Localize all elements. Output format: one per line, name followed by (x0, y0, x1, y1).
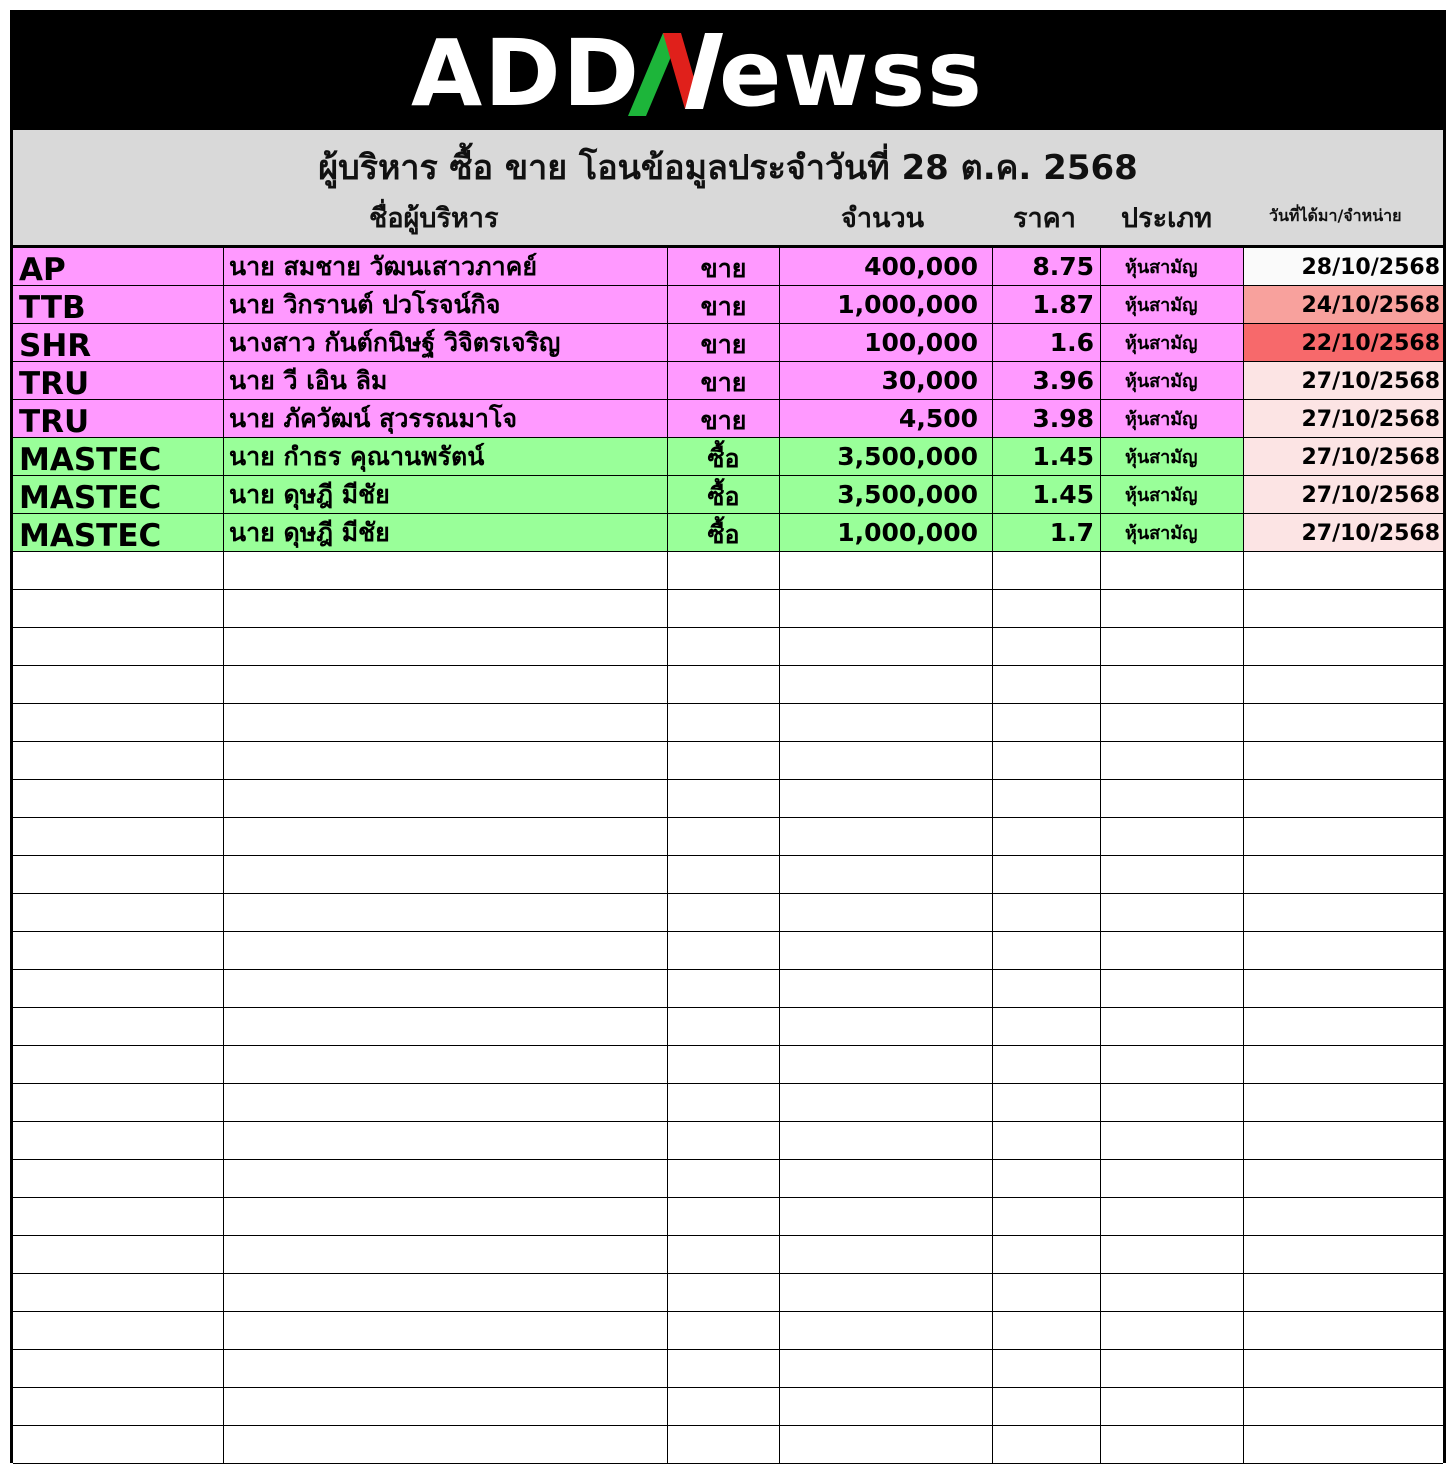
amount-cell (780, 1274, 993, 1312)
symbol-cell (13, 780, 224, 818)
executive-name-cell: นาย วี เอิน ลิม (224, 362, 668, 400)
date-cell (1244, 552, 1443, 590)
amount-cell: 400,000 (780, 248, 993, 286)
action-cell (668, 1236, 780, 1274)
amount-cell (780, 552, 993, 590)
price-cell (993, 666, 1101, 704)
empty-table-row (13, 590, 1443, 628)
executive-name-cell (224, 1122, 668, 1160)
symbol-cell: MASTEC (13, 514, 224, 552)
empty-table-row (13, 970, 1443, 1008)
symbol-cell (13, 1008, 224, 1046)
date-cell (1244, 590, 1443, 628)
security-type-cell: หุ้นสามัญ (1101, 248, 1244, 286)
action-cell: ซื้อ (668, 438, 780, 476)
symbol-cell: TRU (13, 400, 224, 438)
action-cell (668, 1160, 780, 1198)
price-cell (993, 856, 1101, 894)
action-cell (668, 894, 780, 932)
amount-cell (780, 1388, 993, 1426)
amount-cell (780, 970, 993, 1008)
logo-n-mark (628, 33, 723, 116)
amount-cell (780, 894, 993, 932)
date-cell (1244, 932, 1443, 970)
amount-cell (780, 742, 993, 780)
logo-text-ewss: ewss (719, 20, 984, 127)
price-cell (993, 704, 1101, 742)
security-type-cell: หุ้นสามัญ (1101, 324, 1244, 362)
executive-name-cell (224, 970, 668, 1008)
date-cell (1244, 1274, 1443, 1312)
executive-name-cell: นาย ดุษฎี มีชัย (224, 514, 668, 552)
price-cell: 1.6 (993, 324, 1101, 362)
security-type-cell (1101, 1008, 1244, 1046)
security-type-cell (1101, 780, 1244, 818)
price-cell (993, 628, 1101, 666)
security-type-cell (1101, 1236, 1244, 1274)
column-header-date: วันที่ได้มา/จำหน่าย (1269, 206, 1402, 225)
action-cell (668, 932, 780, 970)
amount-cell (780, 932, 993, 970)
action-cell (668, 1426, 780, 1464)
symbol-cell (13, 1274, 224, 1312)
report-header (13, 130, 1443, 248)
security-type-cell (1101, 666, 1244, 704)
price-cell: 1.45 (993, 476, 1101, 514)
amount-cell (780, 1236, 993, 1274)
price-cell: 8.75 (993, 248, 1101, 286)
price-cell (993, 932, 1101, 970)
security-type-cell (1101, 818, 1244, 856)
amount-cell: 1,000,000 (780, 514, 993, 552)
amount-cell (780, 704, 993, 742)
date-cell (1244, 1198, 1443, 1236)
date-cell (1244, 1426, 1443, 1464)
amount-cell: 1,000,000 (780, 286, 993, 324)
executive-name-cell (224, 1008, 668, 1046)
executive-name-cell (224, 932, 668, 970)
action-cell (668, 742, 780, 780)
date-cell (1244, 1122, 1443, 1160)
security-type-cell: หุ้นสามัญ (1101, 476, 1244, 514)
empty-table-row (13, 1160, 1443, 1198)
price-cell (993, 1426, 1101, 1464)
security-type-cell: หุ้นสามัญ (1101, 514, 1244, 552)
action-cell: ซื้อ (668, 514, 780, 552)
executive-name-cell: นาย สมชาย วัฒนเสาวภาคย์ (224, 248, 668, 286)
executive-name-cell: นาย ภัควัฒน์ สุวรรณมาโจ (224, 400, 668, 438)
empty-table-row (13, 894, 1443, 932)
amount-cell (780, 1008, 993, 1046)
price-cell (993, 970, 1101, 1008)
security-type-cell (1101, 552, 1244, 590)
security-type-cell (1101, 704, 1244, 742)
date-cell (1244, 818, 1443, 856)
price-cell (993, 1350, 1101, 1388)
empty-table-row (13, 1046, 1443, 1084)
amount-cell (780, 856, 993, 894)
date-cell (1244, 1312, 1443, 1350)
date-cell (1244, 666, 1443, 704)
price-cell (993, 1122, 1101, 1160)
price-cell: 3.98 (993, 400, 1101, 438)
price-cell (993, 590, 1101, 628)
action-cell: ขาย (668, 324, 780, 362)
price-cell (993, 1198, 1101, 1236)
date-cell (1244, 856, 1443, 894)
amount-cell: 100,000 (780, 324, 993, 362)
price-cell: 1.45 (993, 438, 1101, 476)
brand-banner (13, 13, 1443, 130)
executive-name-cell (224, 780, 668, 818)
executive-name-cell (224, 1388, 668, 1426)
amount-cell (780, 1198, 993, 1236)
executive-name-cell (224, 1160, 668, 1198)
action-cell: ขาย (668, 248, 780, 286)
amount-cell (780, 1046, 993, 1084)
amount-cell (780, 780, 993, 818)
symbol-cell (13, 818, 224, 856)
price-cell (993, 742, 1101, 780)
action-cell (668, 1084, 780, 1122)
action-cell (668, 590, 780, 628)
table-row (13, 476, 1443, 514)
amount-cell: 3,500,000 (780, 476, 993, 514)
price-cell (993, 1274, 1101, 1312)
symbol-cell (13, 932, 224, 970)
report-title: ผู้บริหาร ซื้อ ขาย โอนข้อมูลประจำวันที่ 28 ต.ค. 2568 (318, 148, 1138, 188)
price-cell: 3.96 (993, 362, 1101, 400)
empty-table-row (13, 1426, 1443, 1464)
symbol-cell (13, 1160, 224, 1198)
symbol-cell (13, 704, 224, 742)
price-cell (993, 1084, 1101, 1122)
date-cell (1244, 742, 1443, 780)
symbol-cell (13, 1426, 224, 1464)
date-cell (1244, 1350, 1443, 1388)
price-cell (993, 1236, 1101, 1274)
action-cell: ขาย (668, 400, 780, 438)
symbol-cell (13, 1198, 224, 1236)
security-type-cell (1101, 856, 1244, 894)
action-cell (668, 780, 780, 818)
executive-name-cell (224, 818, 668, 856)
table-row (13, 324, 1443, 362)
column-header-name: ชื่อผู้บริหาร (369, 203, 499, 234)
date-cell (1244, 780, 1443, 818)
security-type-cell (1101, 1388, 1244, 1426)
executive-name-cell (224, 1046, 668, 1084)
price-cell (993, 818, 1101, 856)
date-cell: 27/10/2568 (1244, 514, 1443, 552)
price-cell (993, 1046, 1101, 1084)
table-row (13, 362, 1443, 400)
price-cell (993, 1388, 1101, 1426)
security-type-cell (1101, 1046, 1244, 1084)
date-cell (1244, 1084, 1443, 1122)
price-cell (993, 552, 1101, 590)
security-type-cell: หุ้นสามัญ (1101, 438, 1244, 476)
amount-cell: 30,000 (780, 362, 993, 400)
symbol-cell (13, 1084, 224, 1122)
action-cell (668, 1274, 780, 1312)
date-cell: 22/10/2568 (1244, 324, 1443, 362)
date-cell: 27/10/2568 (1244, 362, 1443, 400)
security-type-cell (1101, 1198, 1244, 1236)
date-cell (1244, 1388, 1443, 1426)
symbol-cell: AP (13, 248, 224, 286)
empty-table-row (13, 1084, 1443, 1122)
action-cell (668, 1388, 780, 1426)
amount-cell (780, 1122, 993, 1160)
amount-cell (780, 1312, 993, 1350)
security-type-cell (1101, 932, 1244, 970)
symbol-cell (13, 1236, 224, 1274)
security-type-cell (1101, 894, 1244, 932)
action-cell: ขาย (668, 362, 780, 400)
action-cell (668, 970, 780, 1008)
amount-cell (780, 666, 993, 704)
amount-cell: 3,500,000 (780, 438, 993, 476)
column-header-amount: จำนวน (841, 203, 925, 234)
empty-table-row (13, 666, 1443, 704)
symbol-cell: SHR (13, 324, 224, 362)
executive-name-cell (224, 742, 668, 780)
empty-table-row (13, 704, 1443, 742)
symbol-cell (13, 590, 224, 628)
symbol-cell (13, 1122, 224, 1160)
security-type-cell (1101, 1084, 1244, 1122)
symbol-cell (13, 666, 224, 704)
executive-name-cell (224, 1350, 668, 1388)
security-type-cell: หุ้นสามัญ (1101, 400, 1244, 438)
addnewss-logo (13, 13, 1443, 130)
empty-table-row (13, 742, 1443, 780)
date-cell (1244, 970, 1443, 1008)
amount-cell (780, 1426, 993, 1464)
action-cell (668, 1198, 780, 1236)
executive-name-cell: นาย กำธร คุณานพรัตน์ (224, 438, 668, 476)
amount-cell (780, 628, 993, 666)
executive-name-cell (224, 1426, 668, 1464)
action-cell (668, 818, 780, 856)
executive-name-cell (224, 666, 668, 704)
security-type-cell: หุ้นสามัญ (1101, 362, 1244, 400)
empty-table-row (13, 1274, 1443, 1312)
executive-name-cell (224, 1198, 668, 1236)
security-type-cell (1101, 970, 1244, 1008)
security-type-cell (1101, 1122, 1244, 1160)
date-cell (1244, 1160, 1443, 1198)
action-cell (668, 628, 780, 666)
executive-name-cell: นางสาว กันต์กนิษฐ์ วิจิตรเจริญ (224, 324, 668, 362)
executive-name-cell (224, 1312, 668, 1350)
table-row (13, 400, 1443, 438)
symbol-cell (13, 552, 224, 590)
security-type-cell: หุ้นสามัญ (1101, 286, 1244, 324)
action-cell (668, 1312, 780, 1350)
executive-name-cell (224, 704, 668, 742)
table-row (13, 514, 1443, 552)
date-cell: 27/10/2568 (1244, 400, 1443, 438)
empty-table-row (13, 1236, 1443, 1274)
executive-name-cell (224, 628, 668, 666)
executive-name-cell (224, 894, 668, 932)
date-cell (1244, 628, 1443, 666)
date-cell (1244, 1008, 1443, 1046)
empty-table-row (13, 1008, 1443, 1046)
symbol-cell (13, 628, 224, 666)
executive-name-cell (224, 1236, 668, 1274)
action-cell: ซื้อ (668, 476, 780, 514)
action-cell (668, 1008, 780, 1046)
empty-table-row (13, 1388, 1443, 1426)
date-cell: 27/10/2568 (1244, 438, 1443, 476)
security-type-cell (1101, 1312, 1244, 1350)
price-cell (993, 1160, 1101, 1198)
security-type-cell (1101, 1274, 1244, 1312)
price-cell (993, 1008, 1101, 1046)
column-header-price: ราคา (1013, 203, 1076, 234)
amount-cell (780, 1350, 993, 1388)
executive-name-cell (224, 1274, 668, 1312)
symbol-cell (13, 894, 224, 932)
action-cell (668, 704, 780, 742)
empty-table-row (13, 780, 1443, 818)
executive-name-cell (224, 856, 668, 894)
date-cell: 27/10/2568 (1244, 476, 1443, 514)
executive-name-cell: นาย วิกรานต์ ปวโรจน์กิจ (224, 286, 668, 324)
empty-table-row (13, 1350, 1443, 1388)
action-cell (668, 1046, 780, 1084)
amount-cell (780, 818, 993, 856)
price-cell: 1.7 (993, 514, 1101, 552)
empty-table-row (13, 856, 1443, 894)
symbol-cell: TTB (13, 286, 224, 324)
security-type-cell (1101, 742, 1244, 780)
table-row (13, 248, 1443, 286)
action-cell (668, 856, 780, 894)
executive-name-cell: นาย ดุษฎี มีชัย (224, 476, 668, 514)
action-cell (668, 1122, 780, 1160)
empty-table-row (13, 1122, 1443, 1160)
symbol-cell: MASTEC (13, 476, 224, 514)
empty-table-row (13, 628, 1443, 666)
security-type-cell (1101, 590, 1244, 628)
security-type-cell (1101, 628, 1244, 666)
date-cell: 24/10/2568 (1244, 286, 1443, 324)
action-cell (668, 552, 780, 590)
amount-cell (780, 1084, 993, 1122)
price-cell: 1.87 (993, 286, 1101, 324)
date-cell: 28/10/2568 (1244, 248, 1443, 286)
amount-cell (780, 590, 993, 628)
logo-text-add: ADD (411, 20, 641, 127)
executive-name-cell (224, 552, 668, 590)
empty-table-row (13, 552, 1443, 590)
price-cell (993, 780, 1101, 818)
price-cell (993, 1312, 1101, 1350)
symbol-cell (13, 1312, 224, 1350)
symbol-cell: TRU (13, 362, 224, 400)
date-cell (1244, 1046, 1443, 1084)
security-type-cell (1101, 1426, 1244, 1464)
symbol-cell: MASTEC (13, 438, 224, 476)
price-cell (993, 894, 1101, 932)
executive-name-cell (224, 590, 668, 628)
table-row (13, 438, 1443, 476)
table-row (13, 286, 1443, 324)
security-type-cell (1101, 1350, 1244, 1388)
empty-table-row (13, 932, 1443, 970)
symbol-cell (13, 742, 224, 780)
symbol-cell (13, 1350, 224, 1388)
date-cell (1244, 894, 1443, 932)
executive-name-cell (224, 1084, 668, 1122)
action-cell (668, 666, 780, 704)
date-cell (1244, 1236, 1443, 1274)
empty-table-row (13, 1312, 1443, 1350)
security-type-cell (1101, 1160, 1244, 1198)
empty-table-row (13, 818, 1443, 856)
symbol-cell (13, 970, 224, 1008)
amount-cell (780, 1160, 993, 1198)
action-cell (668, 1350, 780, 1388)
symbol-cell (13, 1046, 224, 1084)
symbol-cell (13, 856, 224, 894)
date-cell (1244, 704, 1443, 742)
symbol-cell (13, 1388, 224, 1426)
amount-cell: 4,500 (780, 400, 993, 438)
empty-table-row (13, 1198, 1443, 1236)
action-cell: ขาย (668, 286, 780, 324)
column-header-type: ประเภท (1121, 203, 1212, 234)
